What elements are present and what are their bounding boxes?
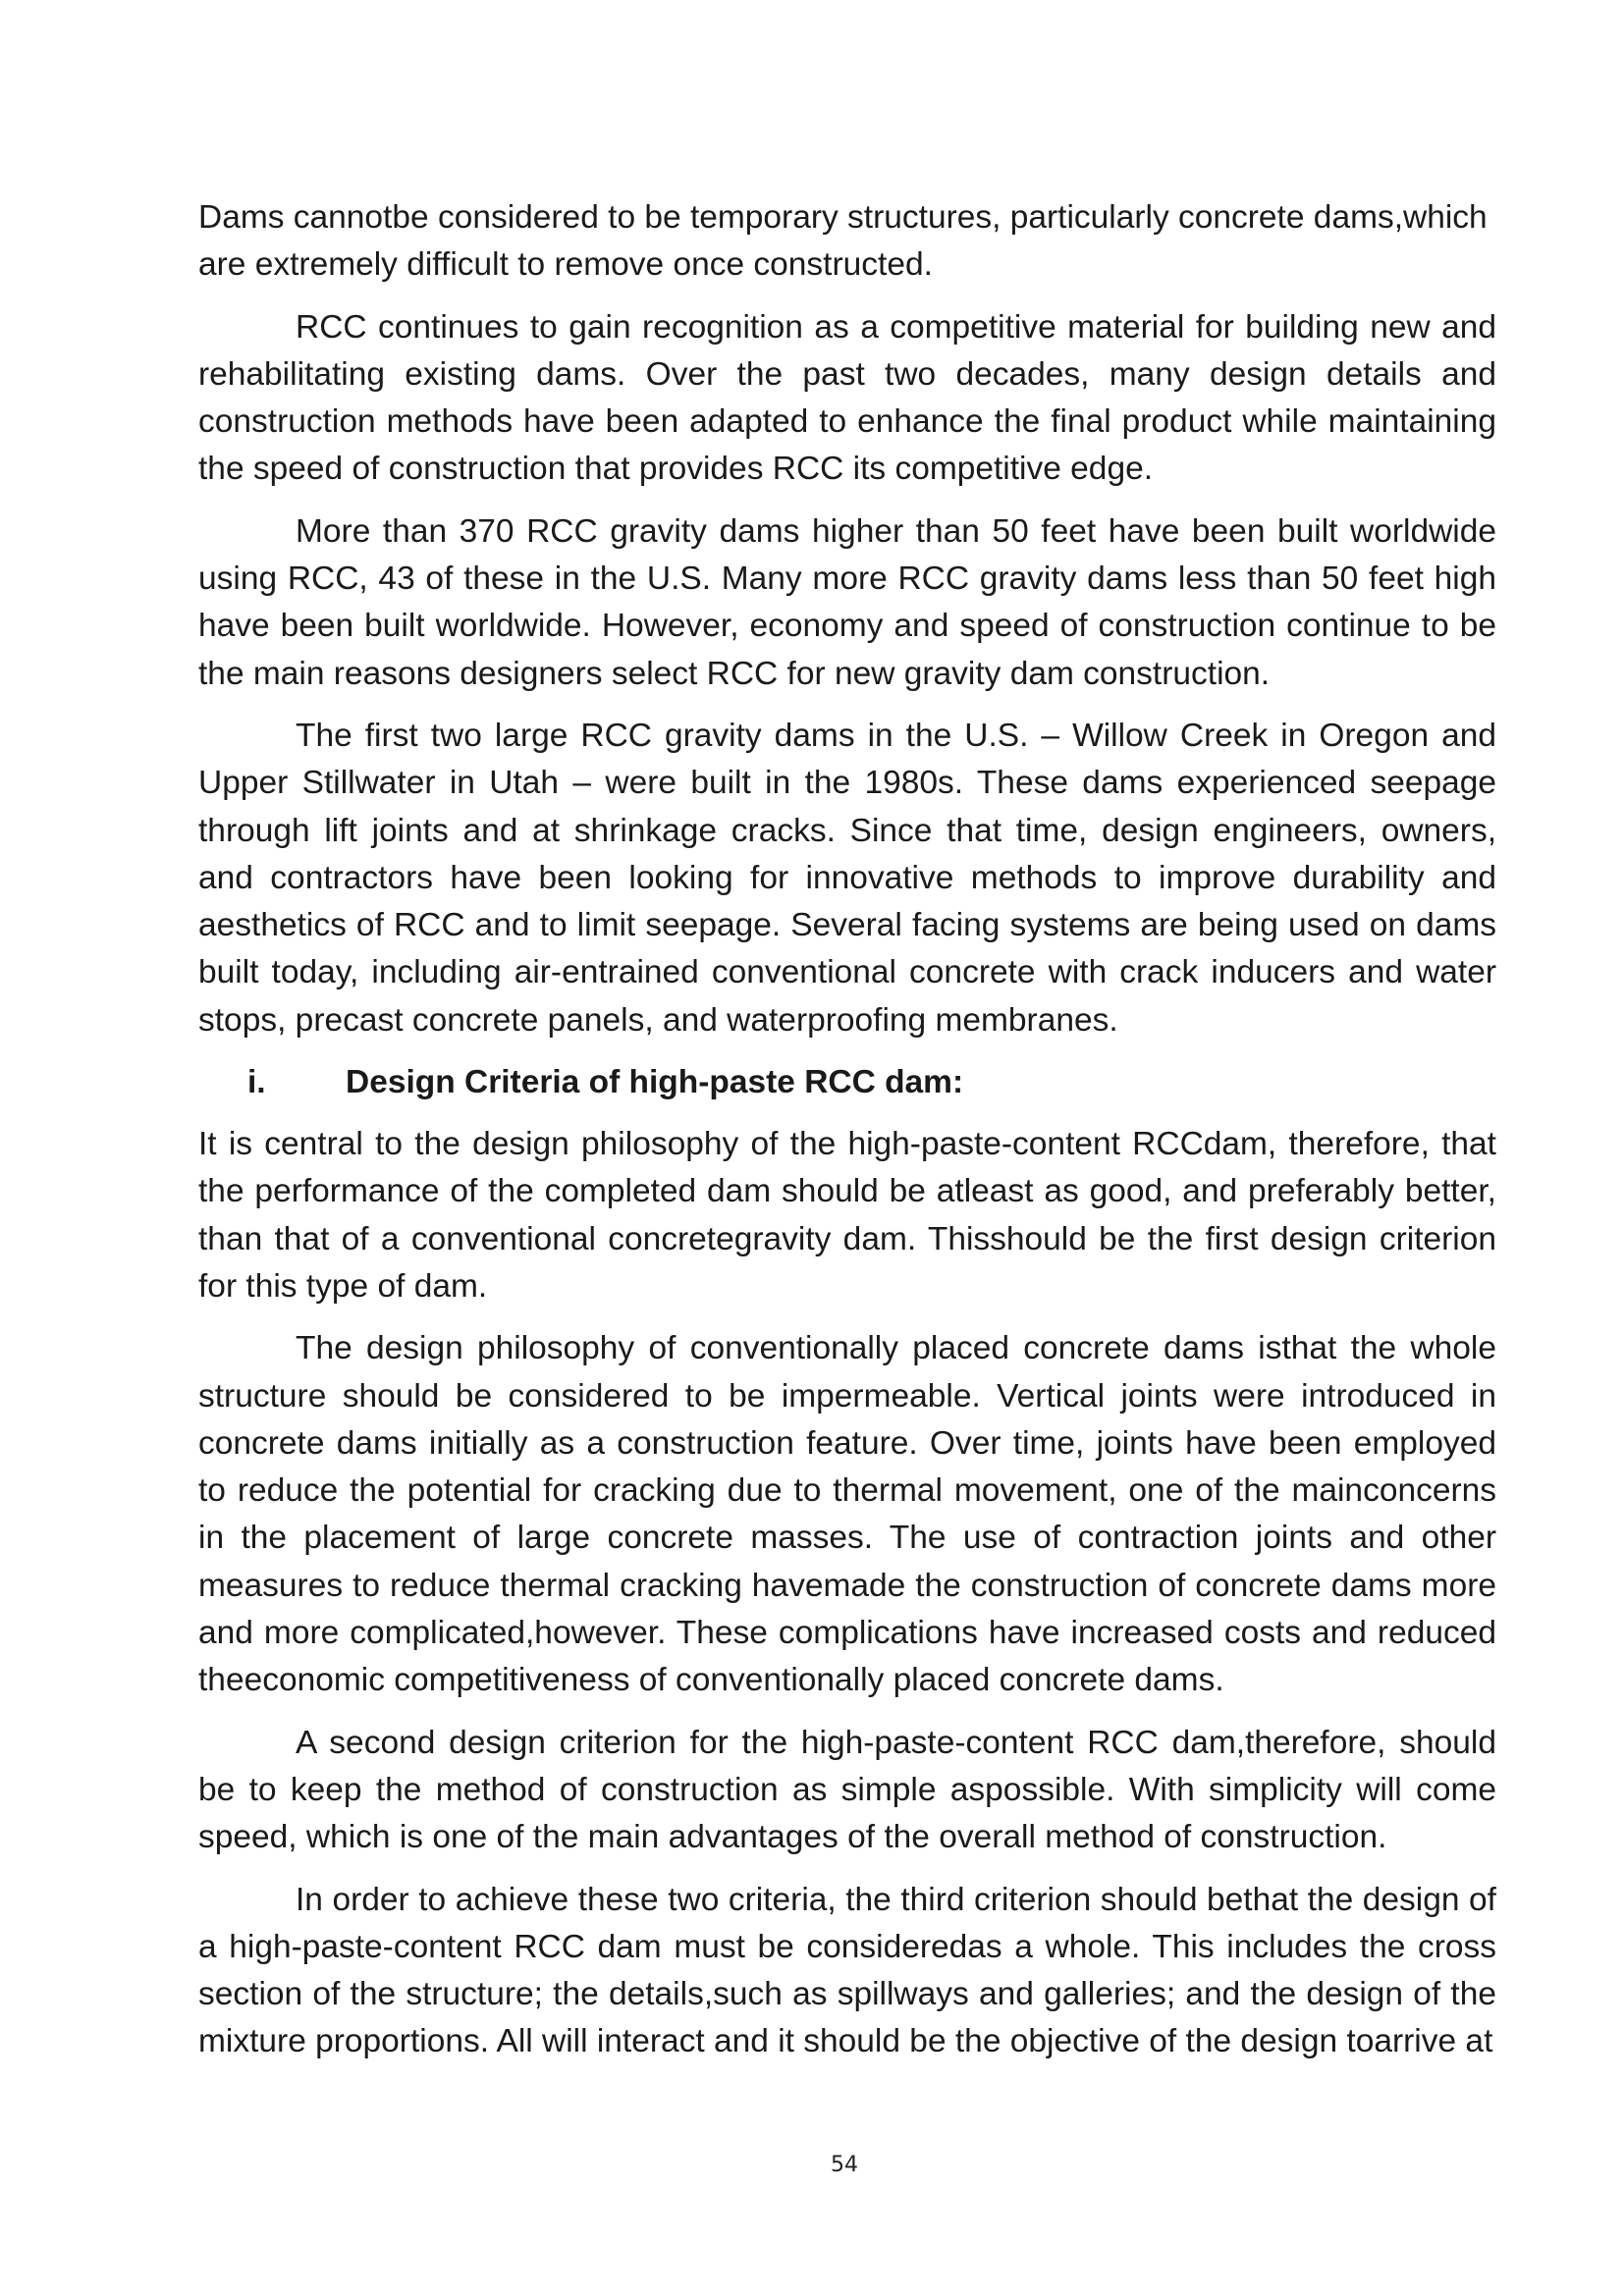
paragraph-rcc-worldwide: More than 370 RCC gravity dams higher than 50 feet have been built worldwide using RCC, 43 of these in the U.S. Many more RCC gravity dams less than 50 feet high have been built worldwide. However, economy and speed of construction continue to be the main reasons designers select RCC for new gravity dam construction. (198, 512, 1496, 692)
section-number: i. (247, 1064, 266, 1101)
paragraph-design-philosophy: It is central to the design philosophy of the high-paste-content RCCdam, therefore, that the performance of the completed dam should be atleast as good, and preferably better, than that of a conventional concretegravity dam. Thisshould be the first design criterion for this type of dam. (198, 1126, 1496, 1305)
document-page (198, 194, 1496, 2081)
paragraph-first-dams: The first two large RCC gravity dams in the U.S. – Willow Creek in Oregon and Upper Stillwater in Utah – were built in the 1980s. These dams experienced seepage through lift joints and at shrinkage cracks. Since that time, design engineers, owners, and contractors have been looking for innovative methods to improve durability and aesthetics of RCC and to limit seepage. Several facing systems are being used on dams built today, including air-entrained conventional concrete with crack inducers and water stops, precast concrete panels, and waterproofing membranes. (198, 717, 1496, 1039)
section-heading (198, 1059, 1496, 1106)
paragraph-rcc-recognition: RCC continues to gain recognition as a competitive material for building new and rehabilitating existing dams. Over the past two decades, many design details and construction methods have been adapted to enhance the final product while maintaining the speed of construction that provides RCC its competitive edge. (198, 308, 1496, 488)
section-title: Design Criteria of high-paste RCC dam: (346, 1064, 964, 1101)
page-number: 54 (831, 2153, 858, 2177)
paragraph-dams-temporary: Dams cannotbe considered to be temporary structures, particularly concrete dams,which are extremely difficult to remove once constructed. (198, 199, 1488, 284)
paragraph-conventional-dams: The design philosophy of conventionally placed concrete dams isthat the whole structure should be considered to be impermeable. Vertical joints were introduced in concrete dams initially as a construction feature. Over time, joints have been employed to reduce the potential for cracking due to thermal movement, one of the mainconcerns in the placement of large concrete masses. The use of contraction joints and other measures to reduce thermal cracking havemade the construction of concrete dams more and more complicated,however. These complications have increased costs and reduced theeconomic competitiveness of conventionally placed concrete dams. (198, 1330, 1496, 1699)
paragraph-third-criterion: In order to achieve these two criteria, the third criterion should bethat the design of a high-paste-content RCC dam must be consideredas a whole. This includes the cross section of the structure; the details,such as spillways and galleries; and the design of the mixture proportions. All will interact and it should be the objective of the design toarrive at (198, 1881, 1496, 2060)
paragraph-second-criterion: A second design criterion for the high-paste-content RCC dam,therefore, should be to keep the method of construction as simple aspossible. With simplicity will come speed, which is one of the main advantages of the overall method of construction. (198, 1724, 1496, 1856)
